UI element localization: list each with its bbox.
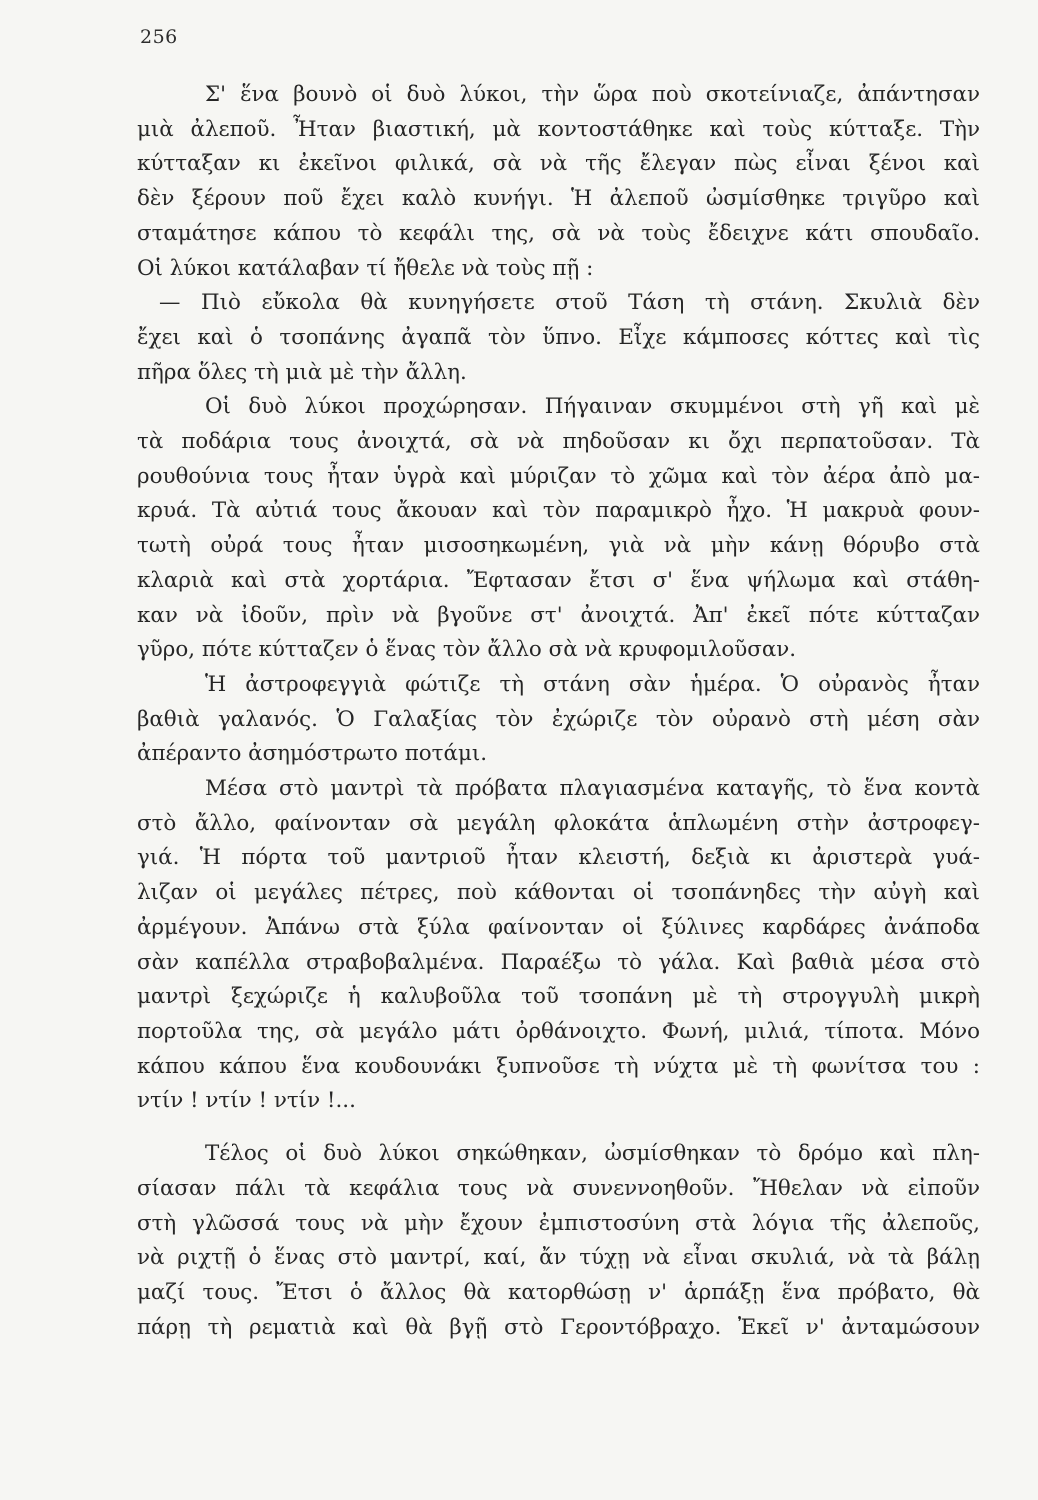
text-line: μαντρὶ ξεχώριζε ἡ καλυβοῦλα τοῦ τσοπάνη μὲ τὴ στρογγυλὴ μικρὴ [137,984,980,1010]
text-line: πῆρα ὅλες τὴ μιὰ μὲ τὴν ἄλλη. [137,359,467,385]
text-line: σίασαν πάλι τὰ κεφάλια τους νὰ συνεννοηθοῦν. Ἤθελαν νὰ εἰποῦν [137,1175,980,1201]
text-line: γῦρο, πότε κύτταζεν ὁ ἕνας τὸν ἄλλο σὰ νὰ κρυφομιλοῦσαν. [137,637,797,663]
text-line: βαθιὰ γαλανός. Ὁ Γαλαξίας τὸν ἐχώριζε τὸν οὐρανὸ στὴ μέση σὰν [137,706,980,732]
text-line: Οἱ λύκοι κατάλαβαν τί ἤθελε νὰ τοὺς πῇ : [137,255,594,281]
text-line: ἀπέραντο ἀσημόστρωτο ποτάμι. [137,741,488,767]
text-line: γιά. Ἡ πόρτα τοῦ μαντριοῦ ἦταν κλειστή, δεξιὰ κι ἀριστερὰ γυά- [137,845,980,871]
text-line: μιὰ ἀλεποῦ. Ἦταν βιαστική, μὰ κοντοστάθηκε καὶ τοὺς κύτταξε. Τὴν [137,116,980,142]
text-line: ρουθούνια τους ἦταν ὑγρὰ καὶ μύριζαν τὸ χῶμα καὶ τὸν ἀέρα ἀπὸ μα- [137,463,980,489]
text-line: Μέσα στὸ μαντρὶ τὰ πρόβατα πλαγιασμένα καταγῆς, τὸ ἕνα κοντὰ [205,776,980,802]
text-line: Σ' ἕνα βουνὸ οἱ δυὸ λύκοι, τὴν ὥρα ποὺ σκοτείνιαζε, ἀπάντησαν [205,82,980,107]
text-line: στὴ γλῶσσά τους νὰ μὴν ἔχουν ἐμπιστοσύνη στὰ λόγια τῆς ἀλεποῦς, [137,1210,980,1236]
text-line: κλαριὰ καὶ στὰ χορτάρια. Ἔφτασαν ἔτσι σ' ἕνα ψήλωμα καὶ στάθη- [137,567,980,593]
text-line: κρυά. Τὰ αὐτιά τους ἄκουαν καὶ τὸν παραμικρὸ ἦχο. Ἡ μακρυὰ φουν- [137,498,980,524]
paragraph-2-dialogue [137,286,980,390]
paragraph-4 [137,668,980,772]
page-number: 256 [140,26,178,48]
text-line: σὰν καπέλλα στραβοβαλμένα. Παραέξω τὸ γάλα. Καὶ βαθιὰ μέσα στὸ [137,949,980,975]
text-line: Ἡ ἀστροφεγγιὰ φώτιζε τὴ στάνη σὰν ἡμέρα. Ὁ οὐρανὸς ἦταν [205,671,980,697]
text-line: στὸ ἄλλο, φαίνονταν σὰ μεγάλη φλοκάτα ἁπλωμένη στὴν ἀστροφεγ- [137,810,980,836]
text-line: κύτταξαν κι ἐκεῖνοι φιλικά, σὰ νὰ τῆς ἔλεγαν πὼς εἶναι ξένοι καὶ [137,151,980,177]
paragraph-5 [137,772,980,1119]
text-line: — Πιὸ εὔκολα θὰ κυνηγήσετε στοῦ Τάση τὴ στάνη. Σκυλιὰ δὲν [159,290,980,316]
body-text [137,78,980,1345]
text-line: δὲν ξέρουν ποῦ ἔχει καλὸ κυνήγι. Ἡ ἀλεποῦ ὠσμίσθηκε τριγῦρο καὶ [137,186,980,212]
paragraph-1 [137,78,980,286]
text-line: πάρῃ τὴ ρεματιὰ καὶ θὰ βγῇ στὸ Γεροντόβραχο. Ἐκεῖ ν' ἀνταμώσουν [137,1314,980,1340]
text-line: τωτὴ οὐρά τους ἦταν μισοσηκωμένη, γιὰ νὰ μὴν κάνῃ θόρυβο στὰ [137,533,980,559]
text-line: πορτοῦλα της, σὰ μεγάλο μάτι ὀρθάνοιχτο. Φωνή, μιλιά, τίποτα. Μόνο [137,1018,980,1044]
text-line: νὰ ριχτῇ ὁ ἕνας στὸ μαντρί, καί, ἄν τύχῃ νὰ εἶναι σκυλιά, νὰ τὰ βάλῃ [137,1245,980,1271]
text-line: μαζί τους. Ἔτσι ὁ ἄλλος θὰ κατορθώσῃ ν' ἁρπάξῃ ἕνα πρόβατο, θὰ [137,1279,980,1305]
text-line: τὰ ποδάρια τους ἀνοιχτά, σὰ νὰ πηδοῦσαν κι ὄχι περπατοῦσαν. Τὰ [137,429,980,455]
text-line: Οἱ δυὸ λύκοι προχώρησαν. Πήγαιναν σκυμμένοι στὴ γῆ καὶ μὲ [205,394,980,420]
text-line: ἀρμέγουν. Ἀπάνω στὰ ξύλα φαίνονταν οἱ ξύλινες καρδάρες ἀνάποδα [137,914,980,940]
paragraph-3 [137,390,980,668]
text-line: κάπου κάπου ἕνα κουδουνάκι ξυπνοῦσε τὴ νύχτα μὲ τὴ φωνίτσα του : [137,1053,980,1079]
text-line: Τέλος οἱ δυὸ λύκοι σηκώθηκαν, ὠσμίσθηκαν τὸ δρόμο καὶ πλη- [205,1141,980,1167]
text-line: σταμάτησε κάπου τὸ κεφάλι της, σὰ νὰ τοὺς ἔδειχνε κάτι σπουδαῖο. [137,220,980,246]
text-line: ντίν ! ντίν ! ντίν !... [137,1088,356,1114]
text-line: καν νὰ ἰδοῦν, πρὶν νὰ βγοῦνε στ' ἀνοιχτά. Ἀπ' ἐκεῖ πότε κύτταζαν [137,602,980,628]
paragraph-6 [137,1137,980,1345]
text-line: λιζαν οἱ μεγάλες πέτρες, ποὺ κάθονται οἱ τσοπάνηδες τὴν αὐγὴ καὶ [137,880,980,906]
text-line: ἔχει καὶ ὁ τσοπάνης ἀγαπᾶ τὸν ὕπνο. Εἶχε κάμποσες κόττες καὶ τὶς [137,324,980,350]
